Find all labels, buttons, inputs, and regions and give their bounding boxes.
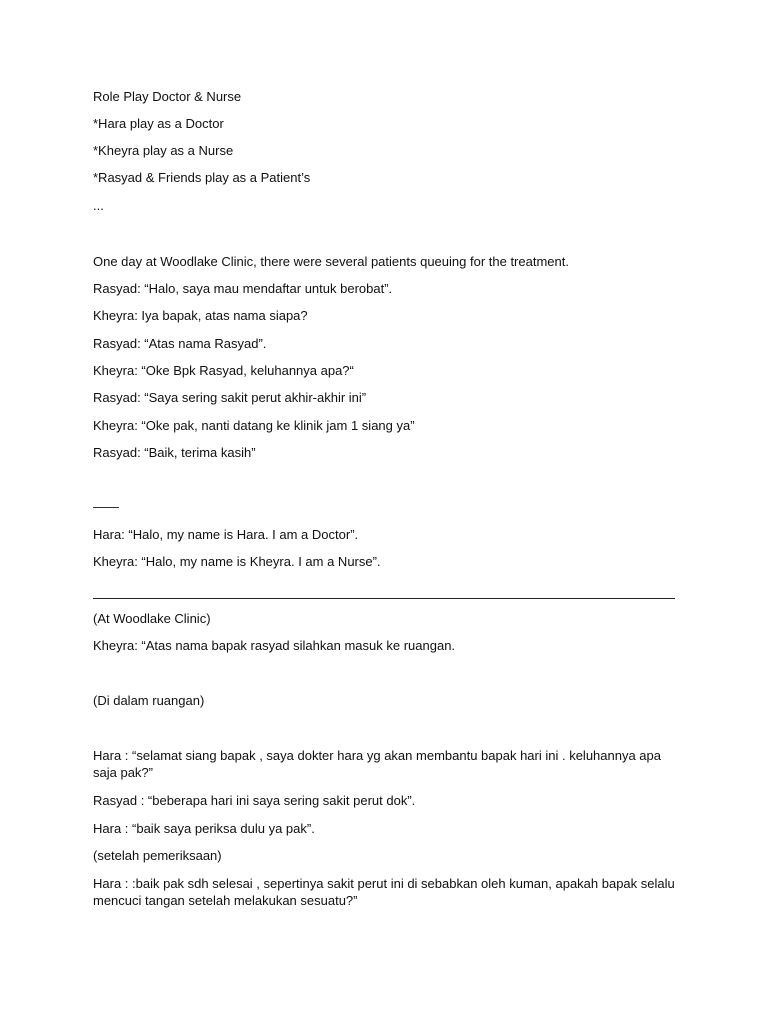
doc-line: Kheyra: Iya bapak, atas nama siapa? bbox=[93, 308, 308, 323]
doc-line: Kheyra: “Oke Bpk Rasyad, keluhannya apa?“ bbox=[93, 363, 354, 378]
doc-line: (Di dalam ruangan) bbox=[93, 693, 205, 708]
doc-line: Hara : “baik saya periksa dulu ya pak”. bbox=[93, 821, 315, 836]
doc-line: Kheyra: “Atas nama bapak rasyad silahkan masuk ke ruangan. bbox=[93, 638, 456, 653]
doc-line: One day at Woodlake Clinic, there were several patients queuing for the treatment. bbox=[93, 254, 569, 269]
doc-line: *Kheyra play as a Nurse bbox=[93, 143, 234, 158]
doc-line: Hara: “Halo, my name is Hara. I am a Doctor”. bbox=[93, 527, 359, 542]
horizontal-rule bbox=[93, 598, 675, 599]
doc-line: *Hara play as a Doctor bbox=[93, 116, 224, 131]
doc-title: Role Play Doctor & Nurse bbox=[93, 89, 242, 104]
doc-line: Rasyad : “beberapa hari ini saya sering sakit perut dok”. bbox=[93, 793, 416, 808]
doc-line: Rasyad: “Baik, terima kasih” bbox=[93, 445, 256, 460]
doc-line: Kheyra: “Oke pak, nanti datang ke klinik jam 1 siang ya” bbox=[93, 418, 415, 433]
doc-line: Rasyad: “Halo, saya mau mendaftar untuk berobat”. bbox=[93, 281, 393, 296]
doc-paragraph: Hara : “selamat siang bapak , saya dokter hara yg akan membantu bapak hari ini . keluhannya apa saja pak?” bbox=[93, 748, 662, 780]
doc-line: ... bbox=[93, 198, 104, 213]
doc-line: *Rasyad & Friends play as a Patient’s bbox=[93, 170, 311, 185]
doc-line: Rasyad: “Atas nama Rasyad”. bbox=[93, 336, 267, 351]
doc-line: (At Woodlake Clinic) bbox=[93, 611, 211, 626]
doc-line: Rasyad: “Saya sering sakit perut akhir-akhir ini” bbox=[93, 390, 367, 405]
doc-line: Kheyra: “Halo, my name is Kheyra. I am a Nurse”. bbox=[93, 554, 381, 569]
doc-paragraph: Hara : :baik pak sdh selesai , sepertinya sakit perut ini di sebabkan oleh kuman, apakah bapak selalu mencuci tangan setelah melakukan sesuatu?” bbox=[93, 876, 675, 908]
doc-line: (setelah pemeriksaan) bbox=[93, 848, 222, 863]
doc-line: —— bbox=[93, 499, 119, 514]
